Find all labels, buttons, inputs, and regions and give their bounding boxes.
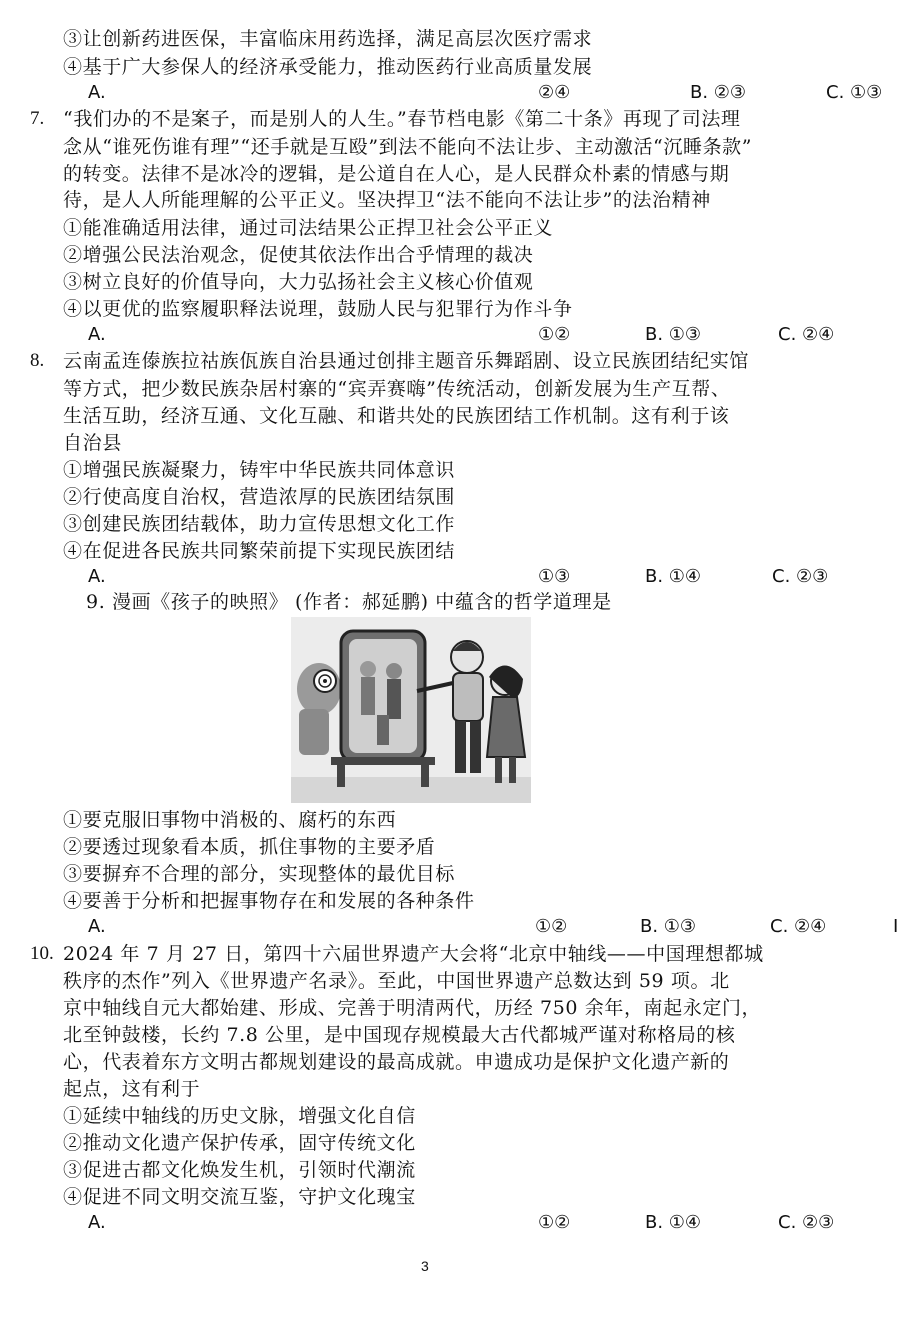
q10-stem-line: 心，代表着东方文明古都规划建设的最高成就。申遗成功是保护文化遗产新的 <box>63 1051 730 1073</box>
q8-option-a: A. <box>88 566 106 587</box>
q10-item-1: ①延续中轴线的历史文脉，增强文化自信 <box>63 1105 416 1127</box>
q10-stem-line: 起点，这有利于 <box>63 1078 201 1100</box>
q7-stem-line: 念从“谁死伤谁有理”“还手就是互殴”到法不能向不法让步、主动激活“沉睡条款” <box>63 136 753 158</box>
q9-item-4: ④要善于分析和把握事物存在和发展的各种条件 <box>63 890 475 912</box>
q8-item-4: ④在促进各民族共同繁荣前提下实现民族团结 <box>63 540 456 562</box>
q8-stem-line: 等方式，把少数民族杂居村寨的“宾弄赛嗨”传统活动，创新发展为生产互帮、 <box>63 378 731 400</box>
q7-item-2: ②增强公民法治观念，促使其依法作出合乎情理的裁决 <box>63 244 534 266</box>
q7-option-a: A. <box>88 324 106 345</box>
q9-item-1: ①要克服旧事物中消极的、腐朽的东西 <box>63 809 397 831</box>
cartoon-image <box>291 617 531 803</box>
q10-item-2: ②推动文化遗产保护传承，固守传统文化 <box>63 1132 416 1154</box>
q9-option-d-cut: I <box>893 916 899 937</box>
q7-option-c: C. ②④ <box>778 324 835 345</box>
q6-option-b: B. ②③ <box>690 82 747 103</box>
q8-item-3: ③创建民族团结载体，助力宣传思想文化工作 <box>63 513 456 535</box>
q8-stem-line: 云南孟连傣族拉祜族佤族自治县通过创排主题音乐舞蹈剧、设立民族团结纪实馆 <box>63 350 750 372</box>
q10-option-a: A. <box>88 1212 106 1233</box>
q7-stem-line: 的转变。法律不是冰冷的逻辑，是公道自在人心，是人民群众朴素的情感与期 <box>63 163 730 185</box>
q6-option-c: C. ①③ <box>826 82 883 103</box>
page-number: 3 <box>421 1258 429 1274</box>
q8-stem-line: 自治县 <box>63 432 122 454</box>
q8-stem-line: 生活互助，经济互通、文化互融、和谐共处的民族团结工作机制。这有利于该 <box>63 405 730 427</box>
q10-item-3: ③促进古都文化焕发生机，引领时代潮流 <box>63 1159 416 1181</box>
q8-option-a-value: ①③ <box>538 566 571 587</box>
q10-option-a-value: ①② <box>538 1212 571 1233</box>
q9-option-b: B. ①③ <box>640 916 697 937</box>
q8-item-2: ②行使高度自治权，营造浓厚的民族团结氛围 <box>63 486 456 508</box>
q9-option-c: C. ②④ <box>770 916 827 937</box>
q10-stem-line: 京中轴线自元大都始建、形成、完善于明清两代，历经 750 余年，南起永定门， <box>63 997 762 1019</box>
q8-option-b: B. ①④ <box>645 566 702 587</box>
q10-item-4: ④促进不同文明交流互鉴，守护文化瑰宝 <box>63 1186 416 1208</box>
q9-item-3: ③要摒弃不合理的部分，实现整体的最优目标 <box>63 863 456 885</box>
q7-item-3: ③树立良好的价值导向，大力弘扬社会主义核心价值观 <box>63 271 534 293</box>
q9-option-a: A. <box>88 916 106 937</box>
q10-stem-line: 2024 年 7 月 27 日，第四十六届世界遗产大会将“北京中轴线——中国理想都城 <box>63 943 764 965</box>
q6-item-4: ④基于广大参保人的经济承受能力，推动医药行业高质量发展 <box>63 56 593 78</box>
q7-option-a-value: ①② <box>538 324 571 345</box>
q9-item-2: ②要透过现象看本质，抓住事物的主要矛盾 <box>63 836 436 858</box>
q10-number: 10. <box>30 943 54 964</box>
q9-option-a-value: ①② <box>535 916 568 937</box>
cartoon-illustration <box>291 617 531 803</box>
q10-option-b: B. ①④ <box>645 1212 702 1233</box>
q8-option-c: C. ②③ <box>772 566 829 587</box>
q7-item-4: ④以更优的监察履职释法说理，鼓励人民与犯罪行为作斗争 <box>63 298 573 320</box>
q7-item-1: ①能准确适用法律，通过司法结果公正捍卫社会公平正义 <box>63 217 554 239</box>
q6-item-3: ③让创新药进医保，丰富临床用药选择，满足高层次医疗需求 <box>63 28 593 50</box>
q6-option-a: A. <box>88 82 106 103</box>
q6-option-a-value: ②④ <box>538 82 571 103</box>
q9-stem: 9. 漫画《孩子的映照》 (作者：郝延鹏) 中蕴含的哲学道理是 <box>86 591 612 613</box>
q10-stem-line: 秩序的杰作”列入《世界遗产名录》。至此，中国世界遗产总数达到 59 项。北 <box>63 970 730 992</box>
q7-number: 7. <box>30 108 45 129</box>
q7-stem-line: “我们办的不是案子，而是别人的人生。”春节档电影《第二十条》再现了司法理 <box>63 108 741 130</box>
q8-number: 8. <box>30 350 45 371</box>
q7-stem-line: 待，是人人所能理解的公平正义。坚决捍卫“法不能向不法让步”的法治精神 <box>63 189 711 211</box>
q10-stem-line: 北至钟鼓楼，长约 7.8 公里，是中国现存规模最大古代都城严谨对称格局的核 <box>63 1024 736 1046</box>
q10-option-c: C. ②③ <box>778 1212 835 1233</box>
q7-option-b: B. ①③ <box>645 324 702 345</box>
q8-item-1: ①增强民族凝聚力，铸牢中华民族共同体意识 <box>63 459 456 481</box>
